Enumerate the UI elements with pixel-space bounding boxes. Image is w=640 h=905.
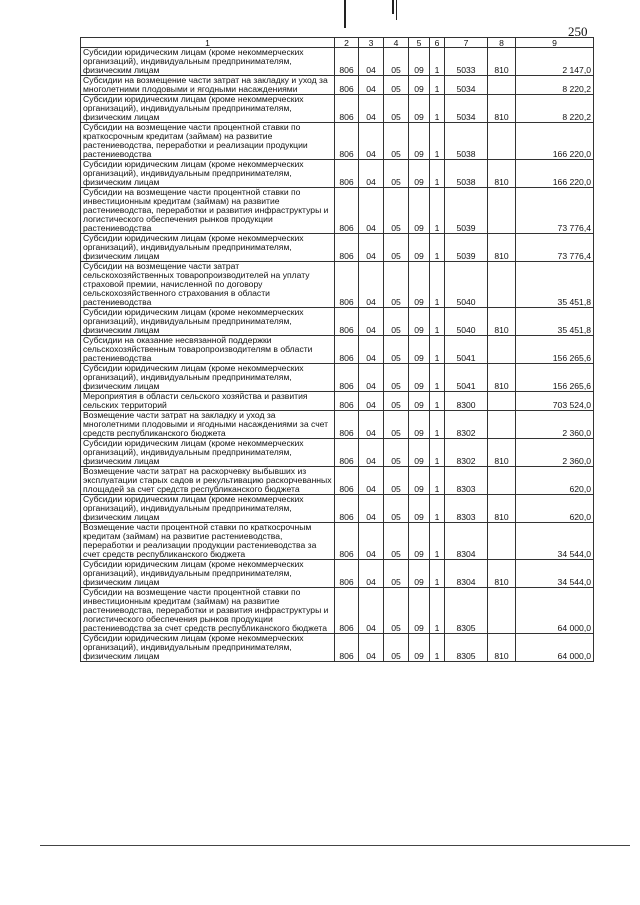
code-rz: 04 (359, 308, 384, 336)
amount: 35 451,8 (516, 308, 594, 336)
code-vr (488, 523, 516, 560)
code-vr (488, 76, 516, 95)
code-cs2: 1 (430, 411, 445, 439)
table-row (81, 364, 594, 392)
amount: 2 147,0 (516, 48, 594, 76)
table-row (81, 123, 594, 160)
code-pr: 05 (384, 392, 409, 411)
column-header: 4 (384, 38, 409, 48)
code-gr: 806 (335, 495, 359, 523)
table-row (81, 560, 594, 588)
code-cs2: 1 (430, 634, 445, 662)
table-row (81, 95, 594, 123)
amount: 156 265,6 (516, 336, 594, 364)
code-cs1: 09 (409, 523, 430, 560)
column-header: 2 (335, 38, 359, 48)
bottom-rule (40, 845, 630, 846)
code-cs2: 1 (430, 364, 445, 392)
code-cs3: 8300 (445, 392, 488, 411)
amount: 2 360,0 (516, 439, 594, 467)
column-header: 9 (516, 38, 594, 48)
code-cs3: 8304 (445, 560, 488, 588)
column-header: 1 (81, 38, 335, 48)
code-rz: 04 (359, 234, 384, 262)
code-cs2: 1 (430, 560, 445, 588)
code-pr: 05 (384, 188, 409, 234)
amount: 2 360,0 (516, 411, 594, 439)
code-pr: 05 (384, 95, 409, 123)
code-pr: 05 (384, 364, 409, 392)
code-pr: 05 (384, 48, 409, 76)
code-vr: 810 (488, 234, 516, 262)
row-name: Субсидии на возмещение части процентной ставки по краткосрочным кредитам (займам) на развитие растениеводства, переработки и реализации продукции растениеводства (81, 123, 335, 160)
code-cs1: 09 (409, 76, 430, 95)
code-cs3: 8302 (445, 411, 488, 439)
amount: 34 544,0 (516, 523, 594, 560)
code-cs2: 1 (430, 336, 445, 364)
code-rz: 04 (359, 588, 384, 634)
code-gr: 806 (335, 467, 359, 495)
code-cs2: 1 (430, 588, 445, 634)
code-pr: 05 (384, 336, 409, 364)
code-gr: 806 (335, 188, 359, 234)
code-rz: 04 (359, 76, 384, 95)
code-gr: 806 (335, 48, 359, 76)
code-cs3: 8305 (445, 634, 488, 662)
table-row (81, 439, 594, 467)
code-cs3: 5039 (445, 188, 488, 234)
code-cs1: 09 (409, 95, 430, 123)
code-pr: 05 (384, 467, 409, 495)
code-rz: 04 (359, 523, 384, 560)
row-name: Субсидии юридическим лицам (кроме некоммерческих организаций), индивидуальным предпринимателям, физическим лицам (81, 560, 335, 588)
amount: 166 220,0 (516, 123, 594, 160)
code-cs1: 09 (409, 634, 430, 662)
code-rz: 04 (359, 634, 384, 662)
code-pr: 05 (384, 495, 409, 523)
code-gr: 806 (335, 336, 359, 364)
table-row (81, 188, 594, 234)
column-header: 6 (430, 38, 445, 48)
code-cs3: 5040 (445, 308, 488, 336)
code-rz: 04 (359, 188, 384, 234)
table-body (81, 48, 594, 662)
row-name: Субсидии юридическим лицам (кроме некоммерческих организаций), индивидуальным предпринимателям, физическим лицам (81, 439, 335, 467)
amount: 620,0 (516, 467, 594, 495)
code-cs1: 09 (409, 123, 430, 160)
code-cs2: 1 (430, 392, 445, 411)
page-number: 250 (568, 24, 588, 39)
code-cs2: 1 (430, 308, 445, 336)
code-vr (488, 588, 516, 634)
code-rz: 04 (359, 439, 384, 467)
amount: 166 220,0 (516, 160, 594, 188)
code-vr (488, 467, 516, 495)
amount: 64 000,0 (516, 634, 594, 662)
code-gr: 806 (335, 523, 359, 560)
table-row (81, 76, 594, 95)
code-rz: 04 (359, 262, 384, 308)
code-cs3: 5041 (445, 364, 488, 392)
amount: 73 776,4 (516, 188, 594, 234)
table-row (81, 588, 594, 634)
code-vr (488, 411, 516, 439)
code-pr: 05 (384, 560, 409, 588)
code-gr: 806 (335, 95, 359, 123)
code-vr: 810 (488, 160, 516, 188)
code-cs2: 1 (430, 495, 445, 523)
code-rz: 04 (359, 336, 384, 364)
code-gr: 806 (335, 262, 359, 308)
amount: 703 524,0 (516, 392, 594, 411)
code-rz: 04 (359, 48, 384, 76)
column-header: 7 (445, 38, 488, 48)
scan-mark (396, 0, 397, 20)
code-cs2: 1 (430, 123, 445, 160)
code-pr: 05 (384, 588, 409, 634)
code-cs1: 09 (409, 560, 430, 588)
amount: 620,0 (516, 495, 594, 523)
table-row (81, 411, 594, 439)
table-row (81, 467, 594, 495)
row-name: Субсидии на возмещение части процентной ставки по инвестиционным кредитам (займам) на развитие растениеводства, переработки и развития инфраструктуры и логистического обеспечения рынков продукции растениеводства (81, 188, 335, 234)
code-cs2: 1 (430, 262, 445, 308)
code-cs3: 8302 (445, 439, 488, 467)
table-row (81, 523, 594, 560)
amount: 34 544,0 (516, 560, 594, 588)
table-row (81, 48, 594, 76)
code-vr (488, 392, 516, 411)
code-pr: 05 (384, 523, 409, 560)
row-name: Субсидии на возмещение части процентной ставки по инвестиционным кредитам (займам) на развитие растениеводства, переработки и развития инфраструктуры и логистического обеспечения рынков продукции растениеводства за счет средств республиканского бюджета (81, 588, 335, 634)
code-vr: 810 (488, 560, 516, 588)
row-name: Возмещение части затрат на закладку и уход за многолетними плодовыми и ягодными насаждениями за счет средств республиканского бюджета (81, 411, 335, 439)
row-name: Возмещение части процентной ставки по краткосрочным кредитам (займам) на развитие растениеводства, переработки и реализации продукции растениеводства за счет средств республиканского бюджета (81, 523, 335, 560)
code-pr: 05 (384, 262, 409, 308)
code-pr: 05 (384, 76, 409, 95)
code-rz: 04 (359, 495, 384, 523)
code-vr: 810 (488, 495, 516, 523)
code-rz: 04 (359, 123, 384, 160)
row-name: Субсидии на возмещение части затрат на закладку и уход за многолетними плодовыми и ягодными насаждениями (81, 76, 335, 95)
table-row (81, 262, 594, 308)
row-name: Возмещение части затрат на раскорчевку выбывших из эксплуатации старых садов и рекультивацию раскорчеванных площадей за счет средств республиканского бюджета (81, 467, 335, 495)
code-cs3: 8304 (445, 523, 488, 560)
table-row (81, 234, 594, 262)
column-header: 3 (359, 38, 384, 48)
code-rz: 04 (359, 560, 384, 588)
code-gr: 806 (335, 411, 359, 439)
code-vr (488, 336, 516, 364)
code-cs1: 09 (409, 234, 430, 262)
code-cs3: 5033 (445, 48, 488, 76)
code-cs2: 1 (430, 467, 445, 495)
code-rz: 04 (359, 467, 384, 495)
amount: 73 776,4 (516, 234, 594, 262)
code-cs3: 8303 (445, 467, 488, 495)
code-vr: 810 (488, 364, 516, 392)
code-vr: 810 (488, 634, 516, 662)
row-name: Субсидии на оказание несвязанной поддержки сельскохозяйственным товаропроизводителям в области растениеводства (81, 336, 335, 364)
code-cs1: 09 (409, 160, 430, 188)
code-cs2: 1 (430, 439, 445, 467)
code-pr: 05 (384, 160, 409, 188)
code-cs1: 09 (409, 588, 430, 634)
table-row (81, 495, 594, 523)
code-cs1: 09 (409, 336, 430, 364)
code-cs2: 1 (430, 48, 445, 76)
table-row (81, 392, 594, 411)
code-gr: 806 (335, 560, 359, 588)
code-cs3: 8305 (445, 588, 488, 634)
code-pr: 05 (384, 634, 409, 662)
code-rz: 04 (359, 392, 384, 411)
row-name: Субсидии юридическим лицам (кроме некоммерческих организаций), индивидуальным предпринимателям, физическим лицам (81, 634, 335, 662)
code-vr: 810 (488, 439, 516, 467)
amount: 8 220,2 (516, 95, 594, 123)
row-name: Субсидии юридическим лицам (кроме некоммерческих организаций), индивидуальным предпринимателям, физическим лицам (81, 495, 335, 523)
code-cs1: 09 (409, 308, 430, 336)
row-name: Субсидии юридическим лицам (кроме некоммерческих организаций), индивидуальным предпринимателям, физическим лицам (81, 308, 335, 336)
budget-table (80, 37, 594, 662)
code-cs2: 1 (430, 234, 445, 262)
code-cs1: 09 (409, 495, 430, 523)
code-gr: 806 (335, 234, 359, 262)
code-pr: 05 (384, 234, 409, 262)
row-name: Мероприятия в области сельского хозяйства и развития сельских территорий (81, 392, 335, 411)
code-pr: 05 (384, 123, 409, 160)
row-name: Субсидии юридическим лицам (кроме некоммерческих организаций), индивидуальным предпринимателям, физическим лицам (81, 160, 335, 188)
row-name: Субсидии юридическим лицам (кроме некоммерческих организаций), индивидуальным предпринимателям, физическим лицам (81, 48, 335, 76)
code-cs1: 09 (409, 467, 430, 495)
code-gr: 806 (335, 634, 359, 662)
amount: 156 265,6 (516, 364, 594, 392)
code-gr: 806 (335, 160, 359, 188)
code-cs3: 5034 (445, 76, 488, 95)
code-cs3: 5039 (445, 234, 488, 262)
column-header: 5 (409, 38, 430, 48)
code-cs3: 5041 (445, 336, 488, 364)
code-cs3: 5040 (445, 262, 488, 308)
scan-mark (392, 0, 394, 14)
code-rz: 04 (359, 364, 384, 392)
code-gr: 806 (335, 588, 359, 634)
code-cs2: 1 (430, 523, 445, 560)
table-row (81, 336, 594, 364)
code-cs3: 5038 (445, 160, 488, 188)
code-rz: 04 (359, 411, 384, 439)
code-cs1: 09 (409, 392, 430, 411)
code-cs2: 1 (430, 95, 445, 123)
code-gr: 806 (335, 308, 359, 336)
code-cs3: 5034 (445, 95, 488, 123)
code-vr (488, 123, 516, 160)
row-name: Субсидии юридическим лицам (кроме некоммерческих организаций), индивидуальным предпринимателям, физическим лицам (81, 364, 335, 392)
code-gr: 806 (335, 392, 359, 411)
code-gr: 806 (335, 364, 359, 392)
code-vr (488, 262, 516, 308)
code-cs1: 09 (409, 188, 430, 234)
code-vr (488, 188, 516, 234)
code-cs1: 09 (409, 411, 430, 439)
column-header: 8 (488, 38, 516, 48)
code-cs1: 09 (409, 364, 430, 392)
amount: 8 220,2 (516, 76, 594, 95)
code-rz: 04 (359, 160, 384, 188)
code-cs2: 1 (430, 160, 445, 188)
table-header-row (81, 38, 594, 48)
code-cs3: 5038 (445, 123, 488, 160)
code-cs2: 1 (430, 188, 445, 234)
code-vr: 810 (488, 95, 516, 123)
row-name: Субсидии юридическим лицам (кроме некоммерческих организаций), индивидуальным предпринимателям, физическим лицам (81, 234, 335, 262)
code-vr: 810 (488, 308, 516, 336)
code-pr: 05 (384, 439, 409, 467)
code-cs3: 8303 (445, 495, 488, 523)
row-name: Субсидии юридическим лицам (кроме некоммерческих организаций), индивидуальным предпринимателям, физическим лицам (81, 95, 335, 123)
code-cs1: 09 (409, 262, 430, 308)
code-gr: 806 (335, 123, 359, 160)
code-cs2: 1 (430, 76, 445, 95)
code-gr: 806 (335, 76, 359, 95)
scan-mark (344, 0, 346, 28)
table-row (81, 634, 594, 662)
code-gr: 806 (335, 439, 359, 467)
table-row (81, 160, 594, 188)
amount: 64 000,0 (516, 588, 594, 634)
code-cs1: 09 (409, 439, 430, 467)
code-pr: 05 (384, 308, 409, 336)
code-vr: 810 (488, 48, 516, 76)
row-name: Субсидии на возмещение части затрат сельскохозяйственных товаропроизводителей на уплату страховой премии, начисленной по договору сельскохозяйственного страхования в области растениеводства (81, 262, 335, 308)
table-row (81, 308, 594, 336)
code-rz: 04 (359, 95, 384, 123)
code-cs1: 09 (409, 48, 430, 76)
amount: 35 451,8 (516, 262, 594, 308)
code-pr: 05 (384, 411, 409, 439)
